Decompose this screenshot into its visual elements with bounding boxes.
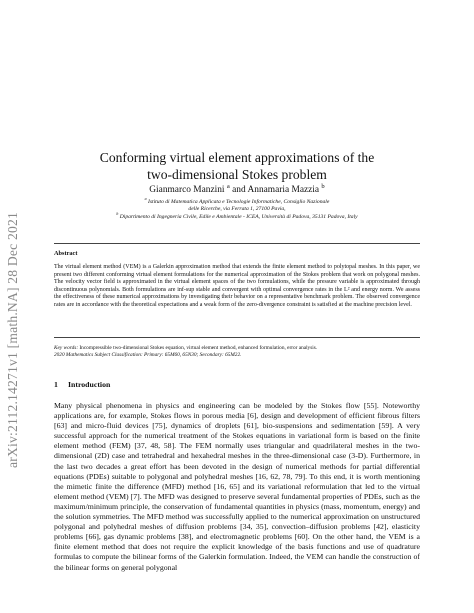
keywords-block bbox=[54, 345, 420, 360]
affiliation-a-line-2: delle Ricerche, via Ferrata 1, 27100 Pavia, bbox=[188, 206, 286, 213]
affiliation-a-line-1: Istituto di Matematica Applicata e Tecnologie Informatiche, Consiglio Nazionale bbox=[148, 199, 330, 205]
section-heading bbox=[54, 380, 110, 389]
affiliation-a-mark: a bbox=[144, 197, 147, 202]
affiliation-b-mark: b bbox=[116, 212, 119, 217]
title-line-1: Conforming virtual element approximations of the bbox=[99, 150, 375, 165]
section-title: Introduction bbox=[68, 380, 111, 389]
paper-title bbox=[54, 149, 420, 183]
author-mazzia-affil-mark: b bbox=[321, 182, 325, 190]
abstract-top-rule bbox=[54, 243, 420, 244]
author-conjunction: and bbox=[229, 185, 248, 195]
section-number: 1 bbox=[54, 380, 58, 389]
author-manzini-affil-mark: a bbox=[226, 182, 230, 190]
abstract-bottom-rule bbox=[54, 337, 420, 338]
abstract-heading: Abstract bbox=[54, 250, 78, 257]
author-list bbox=[54, 182, 420, 196]
author-manzini: Gianmarco Manzini bbox=[149, 185, 225, 195]
keywords-label: Key words: bbox=[54, 345, 79, 351]
msc-classification: 2020 Mathematics Subject Classification: Primary: 65M60, 65N30; Secondary: 65M22. bbox=[54, 352, 242, 359]
author-mazzia: Annamaria Mazzia bbox=[247, 185, 320, 195]
keywords-text: Incompressible two-dimensional Stokes equation, virtual element method, enhanced formulation, error analysis. bbox=[78, 345, 318, 351]
introduction-paragraph: Many physical phenomena in physics and engineering can be modeled by the Stokes flow [55]. Noteworthy applications are, for example, Stokes flows in porous media [6], design and development of efficient fibrous filters [63] and micro-fluid devices [75], dynamics of droplets [61], bio-suspensions and sedimentation [59]. A very successful approach for the numerical treatment of the Stokes equations in variational form is based on the finite element method (FEM) [37, 48, 58]. The FEM normally uses triangular and quadrilateral meshes in the two-dimensional (2D) case and tetrahedral and hexahedral meshes in the three-dimensional case (3-D). Furthermore, in the last two decades a great effort has been devoted in the design of numerical methods for partial differential equations (PDEs) suitable to polygonal and polyhedral meshes [16, 62, 78, 79]. To this end, it is worth mentioning the mimetic finite the difference (MFD) method [16, 65] and its variational reformulation that led to the virtual element method (VEM) [7]. The MFD was designed to preserve several fundamental properties of PDEs, such as the maximum/minimum principle, the conservation of fundamental quantities in physics (mass, momentum, energy) and the solution symmetries. The MFD method was successfully applied to the numerical approximation on unstructured polygonal and polyhedral meshes of diffusion problems [34, 35], convection–diffusion problems [42], elasticity problems [66], gas dynamic problems [38], and electromagnetic problems [60]. On the other hand, the VEM is a finite element method that does not require the explicit knowledge of the basis functions and use of quadrature formulas to compute the bilinear forms of the Galerkin formulation. Indeed, the VEM can handle the construction of the bilinear forms on general polygonal bbox=[54, 401, 420, 572]
affiliation-b bbox=[54, 214, 420, 221]
title-line-2: two-dimensional Stokes problem bbox=[147, 167, 327, 182]
arxiv-identifier-stamp bbox=[2, 147, 24, 533]
arxiv-identifier-text: arXiv:2112.14271v1 [math.NA] 28 Dec 2021 bbox=[5, 212, 20, 468]
introduction-body bbox=[54, 401, 420, 573]
affiliation-b-line-1: Dipartimento di Ingegneria Civile, Edile e Ambientale - ICEA, Università di Padova, 35131 Padova, Italy bbox=[119, 214, 358, 220]
abstract-text: The virtual element method (VEM) is a Galerkin approximation method that extends the finite element method to polytopal meshes. In this paper, we present two different conforming virtual element formulations for the numerical approximation of the Stokes problem that work on polygonal meshes. The velocity vector field is approximated in the virtual element spaces of the two formulations, while the pressure variable is approximated through discontinuous polynomials. Both formulations are inf-sup stable and convergent with optimal convergence rates in the L² and energy norm. We assess the effectiveness of these numerical approximations by investigating their behavior on a representative benchmark problem. The observed convergence rates are in accordance with the theoretical expectations and a weak form of the zero-divergence constraint is satisfied at the machine precision level. bbox=[54, 264, 420, 308]
